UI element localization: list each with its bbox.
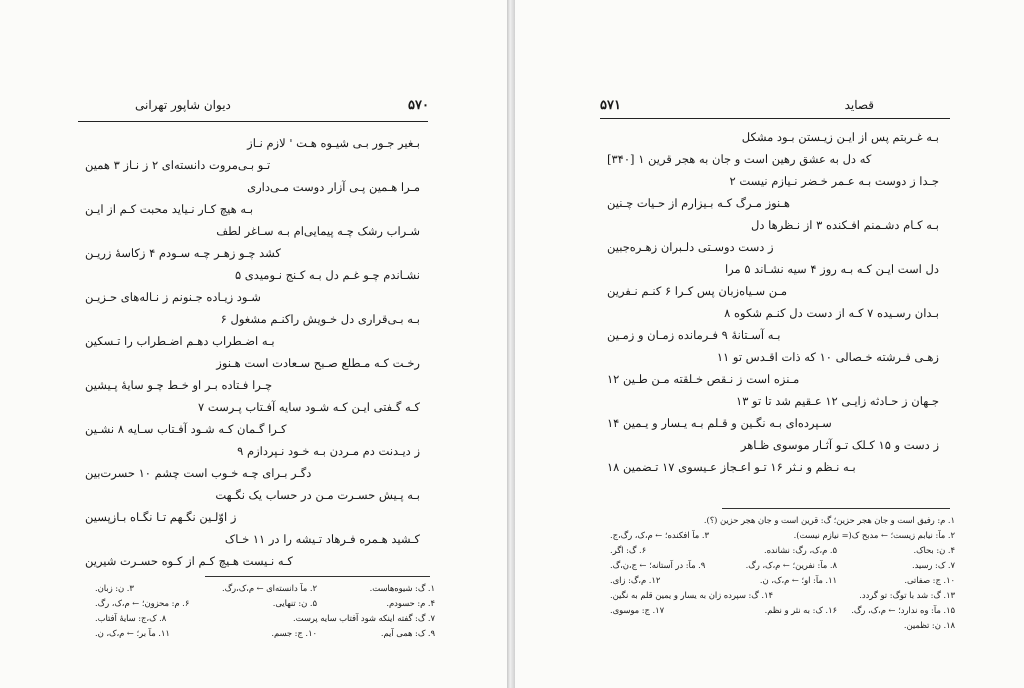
footnote: ۱۴. گ: سپرده زان به یسار و یمین قلم به نگین.: [610, 590, 773, 600]
left-running-title: دیوان شاپور تهرانی: [135, 98, 231, 112]
right-page: [515, 0, 1024, 688]
footnote: ۴. م: حسودم.: [386, 598, 435, 608]
verse-line: جـهان ز حـادثه زایـی ۱۲ عـقیم شد تا تو ۱۳: [736, 394, 939, 408]
verse-line: شـراب رشک چـه پیمایی‌ام بـه سـاغر لطف: [216, 224, 420, 238]
verse-line: ز دست دوسـتی دلـبران زهـره‌جبین: [607, 240, 774, 254]
verse-line: بـه بـی‌قراری دل خـویش راکنـم مشغول ۶: [220, 312, 420, 326]
footnote: ۱۱. مآ: او؛ ← م،ک، ن.: [759, 575, 837, 585]
footnote: ۹. مآ: در آستانه؛ ← ج،ن،گ.: [610, 560, 706, 570]
footnote: ۱۶. ک: به نثر و نظم.: [764, 605, 837, 615]
left-header-rule: [78, 121, 428, 122]
verse-line: مـنزه است ز نـقص خـلقته مـن طـین ۱۲: [607, 372, 800, 386]
verse-line: بـه غـربتم پس از ایـن زیـستن بـود مشکل: [741, 130, 939, 144]
footnote: ۲. مآ: نیابم زیست؛ ← مدبح ک(= نیازم نیست).: [793, 530, 955, 540]
verse-line: مـن سـیاه‌زبان پس کـرا ۶ کنـم نـفرین: [607, 284, 788, 298]
right-footnote-rule: [722, 508, 950, 509]
verse-line: بـه کـام دشـمنم افـکنده ۳ از نـظرها دل: [751, 218, 939, 232]
footnote: ۱۷. ج: موسوی.: [610, 605, 665, 615]
verse-line: کشد چـو زهـر چـه سـودم ۴ زکاسهٔ زریـن: [85, 246, 281, 260]
footnote: ۷. گ: گفته اینکه شود آفتاب سایه پرست.: [293, 613, 435, 623]
left-verses: [85, 128, 420, 568]
verse-line: کـرا گـمان کـه شـود آفـتاب سـایه ۸ نشـین: [85, 422, 287, 436]
left-page-number: ۵۷۰: [408, 98, 429, 113]
footnote: ۷. ک: رسید.: [911, 560, 955, 570]
footnote: ۱۵. مآ: وه ندارد؛ ← م،ک، رگ.: [851, 605, 955, 615]
footnote: ۱۸. ن: تظمین.: [903, 620, 955, 630]
verse-line: کـه گـفتی ایـن کـه شـود سایه آفـتاب پـرست ۷: [198, 400, 420, 414]
footnote: ۸. مآ: نفرین؛ ← م،ک، رگ.: [745, 560, 837, 570]
verse-line: مـرا هـمین پـی آزار دوست مـی‌داری: [247, 180, 420, 194]
left-footnote-rule: [205, 576, 430, 577]
verse-line: ز اوّلـین نگـهم تـا نگـاه بـازپسین: [85, 510, 237, 524]
footnote: ۱. گ: شیوه‌هاست.: [369, 583, 435, 593]
footnote: ۸. ک،ج: سایهٔ آفتاب.: [95, 613, 167, 623]
verse-line: رخـت کـه مـطلع صـبح سـعادت است هـنوز: [216, 356, 420, 370]
verse-line: بـه هیچ کـار نـیاید محبت کـم از ایـن: [85, 202, 254, 216]
verse-line: دگـر بـرای چـه خـوب است چشم ۱۰ حسرت‌بین: [85, 466, 312, 480]
footnote: ۲. مآ دانسته‌ای ← م،ک،رگ.: [221, 583, 317, 593]
verse-line: ز دیـدنت دم مـردن بـه خـود نـپردازم ۹: [237, 444, 420, 458]
verse-line: هـنوز مـرگ کـه بـیزارم از حـیات چـنین: [607, 196, 790, 210]
footnote: ۵. م،ک، رگ: نشانده.: [763, 545, 837, 555]
footnote: ۴. ن: بحاک.: [913, 545, 955, 555]
right-running-title: قصاید: [844, 98, 874, 112]
footnote: ۳. ن: زبان.: [95, 583, 134, 593]
footnote: ۱۳. گ: شد با توگ: تو گردد.: [859, 590, 955, 600]
footnote: ۵. ن: تنهایی.: [272, 598, 317, 608]
verse-line: تـو بـی‌مروت دانسته‌ای ۲ ز نـاز ۳ همین: [85, 158, 271, 172]
right-verses: [607, 124, 939, 484]
verse-line: کـشید هـمره فـرهاد تـیشه را در ۱۱ خـاک: [224, 532, 420, 546]
verse-line: که دل به عشق رهین است و جان به هجر قرین ۱ [۳۴۰]: [607, 152, 872, 166]
verse-line: بـه پـیش حسـرت مـن در حساب یک نگـهت: [215, 488, 420, 502]
verse-line: شـود زیـاده جـنونم ز نـاله‌های حـزیـن: [85, 290, 261, 304]
verse-line: بـه آسـتانهٔ ۹ فـرمانده زمـان و زمـین: [607, 328, 781, 342]
footnote: ۹. ک: همی آیم.: [380, 628, 435, 638]
footnote: ۳. مآ افکنده؛ ← م،ک، رگ،ج.: [610, 530, 709, 540]
verse-line: دل است ایـن کـه بـه روز ۴ سیه نشـاند ۵ مرا: [724, 262, 939, 276]
verse-line: بـدان رسـیده ۷ کـه از دست دل کنـم شکوه ۸: [724, 306, 939, 320]
book-gutter: [507, 0, 515, 688]
footnote: ۱۱. مآ بر؛ ← م،ک، ن.: [95, 628, 170, 638]
footnote: ۱۰. ج: جسم.: [271, 628, 317, 638]
verse-line: ز دست و ۱۵ کـلک تـو آثـار موسوی ظـاهر: [740, 438, 939, 452]
verse-line: کـه نـیست هـیچ کـم از کـوه حسـرت شیرین: [85, 554, 293, 568]
footnote: ۶. گ: اگر.: [610, 545, 647, 555]
right-header-rule: [600, 118, 950, 119]
verse-line: بـه اضـطراب دهـم اضـطراب را تـسکین: [85, 334, 275, 348]
footnote: ۱. م: رفیق است و جان هجر حزین؛ گ: قرین است و جان هجر حزین (؟).: [703, 515, 955, 525]
verse-line: بـغیر جـور بـی شیـوه هـت ' لازم نـاز: [247, 136, 420, 150]
verse-line: نشـاندم چـو غـم دل بـه کـنج نـومیدی ۵: [234, 268, 420, 282]
left-page: [0, 0, 507, 688]
right-page-number: ۵۷۱: [600, 98, 621, 113]
verse-line: جـدا ز دوست بـه عـمر خـضر نـیازم نیست ۲: [729, 174, 939, 188]
footnote: ۶. م: محزون؛ ← م،ک، رگ.: [95, 598, 190, 608]
verse-line: زهـی فـرشته خـصالی ۱۰ که ذات اقـدس تو ۱۱: [716, 350, 939, 364]
footnote: ۱۰. ج: صفاتی.: [904, 575, 955, 585]
verse-line: سـپرده‌ای بـه نگـین و قـلم بـه یـسار و یـمین ۱۴: [607, 416, 832, 430]
verse-line: چـرا فـتاده بـر او خـط چـو سایهٔ پـیشین: [85, 378, 273, 392]
verse-line: بـه نـظم و نـثر ۱۶ تـو اعـجاز عـیسوی ۱۷ تـضمین ۱۸: [607, 460, 856, 474]
footnote: ۱۲. م،گ: زای.: [610, 575, 661, 585]
